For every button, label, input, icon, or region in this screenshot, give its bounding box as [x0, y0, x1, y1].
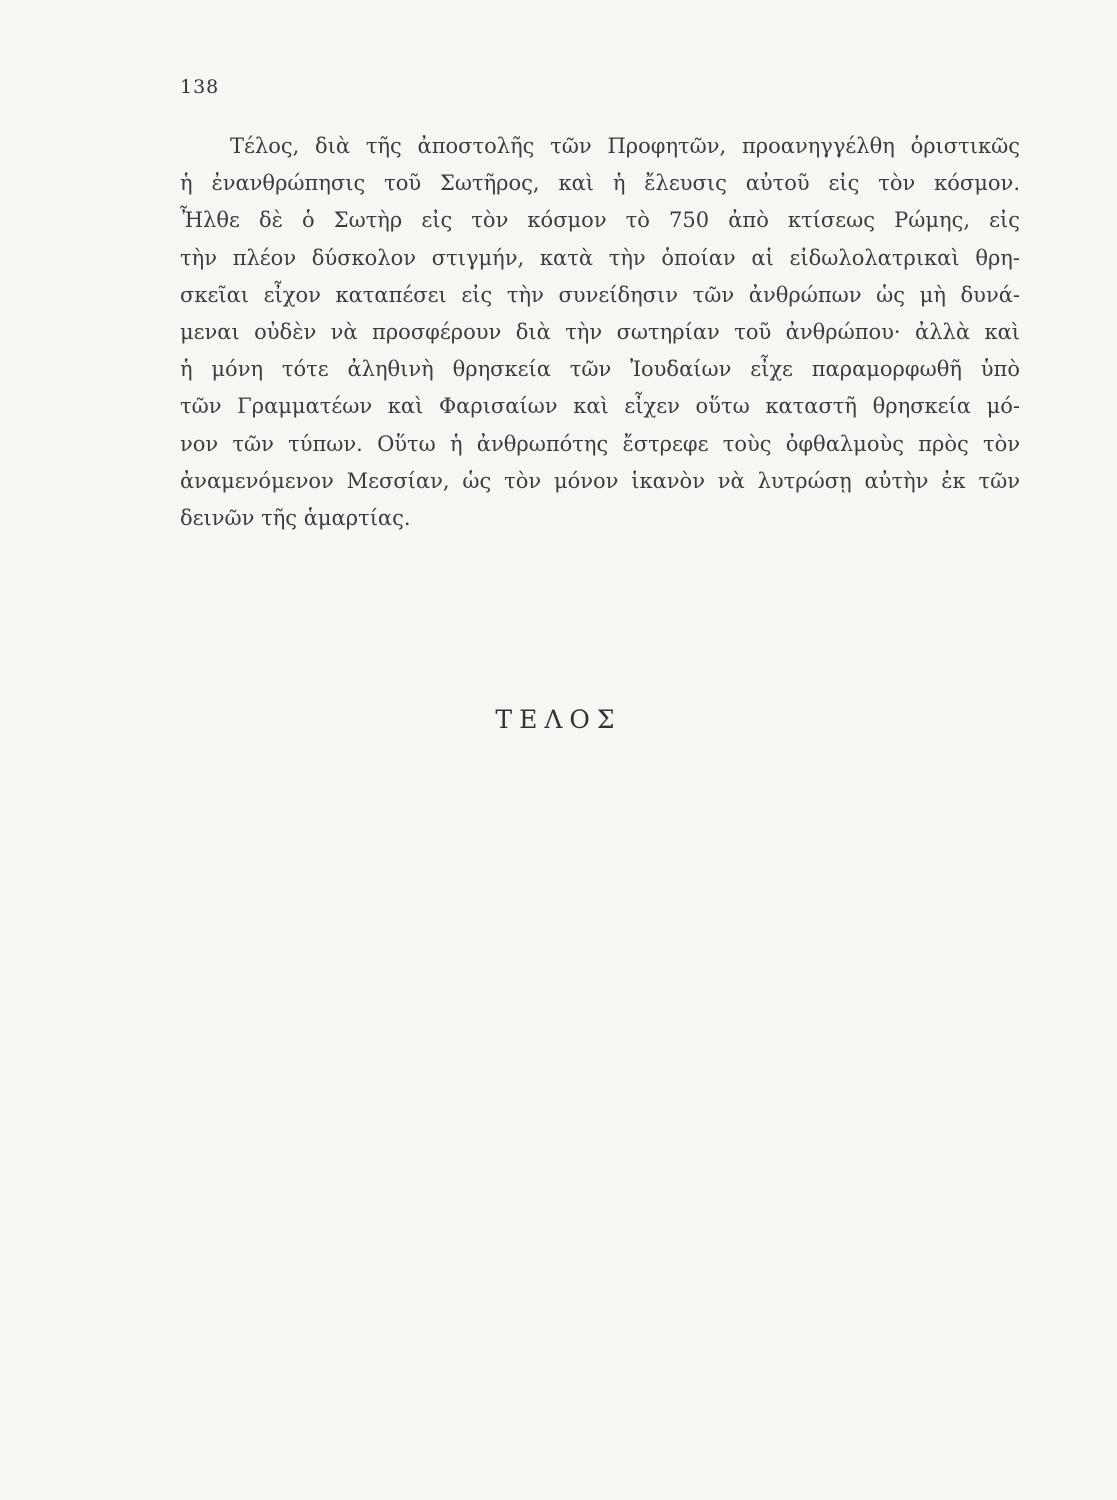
paragraph-line: ἀναμενόμενον Μεσσίαν, ὡς τὸν μόνον ἱκανὸν νὰ λυτρώσῃ αὐτὴν ἐκ τῶν — [180, 468, 1020, 493]
paragraph-line: τῶν Γραμματέων καὶ Φαρισαίων καὶ εἶχεν οὕτω καταστῆ θρησκεία μό- — [180, 394, 1020, 419]
paragraph-line: Ἦλθε δὲ ὁ Σωτὴρ εἰς τὸν κόσμον τὸ 750 ἀπὸ κτίσεως Ρώμης, εἰς — [180, 208, 1020, 233]
body-paragraph — [180, 128, 1020, 537]
paragraph-line: ἡ μόνη τότε ἀληθινὴ θρησκεία τῶν Ἰουδαίων εἶχε παραμορφωθῆ ὑπὸ — [180, 357, 1020, 382]
paragraph-line: Τέλος, διὰ τῆς ἀποστολῆς τῶν Προφητῶν, προανηγγέλθη ὁριστικῶς — [230, 134, 1020, 158]
page-number: 138 — [180, 76, 220, 98]
paragraph-line: τὴν πλέον δύσκολον στιγμήν, κατὰ τὴν ὁποίαν αἱ εἰδωλολατρικαὶ θρη- — [180, 245, 1020, 270]
paragraph-line: δεινῶν τῆς ἁμαρτίας. — [180, 505, 411, 530]
paragraph-line: ἡ ἐνανθρώπησις τοῦ Σωτῆρος, καὶ ἡ ἔλευσις αὐτοῦ εἰς τὸν κόσμον. — [180, 171, 1020, 196]
paragraph-line: μεναι οὐδὲν νὰ προσφέρουν διὰ τὴν σωτηρίαν τοῦ ἀνθρώπου· ἀλλὰ καὶ — [180, 319, 1020, 344]
paragraph-line: νον τῶν τύπων. Οὕτω ἡ ἀνθρωπότης ἔστρεφε τοὺς ὀφθαλμοὺς πρὸς τὸν — [180, 431, 1020, 456]
end-title: ΤΕΛΟΣ — [495, 705, 622, 734]
paragraph-line: σκεῖαι εἶχον καταπέσει εἰς τὴν συνείδησιν τῶν ἀνθρώπων ὡς μὴ δυνά- — [180, 282, 1020, 307]
